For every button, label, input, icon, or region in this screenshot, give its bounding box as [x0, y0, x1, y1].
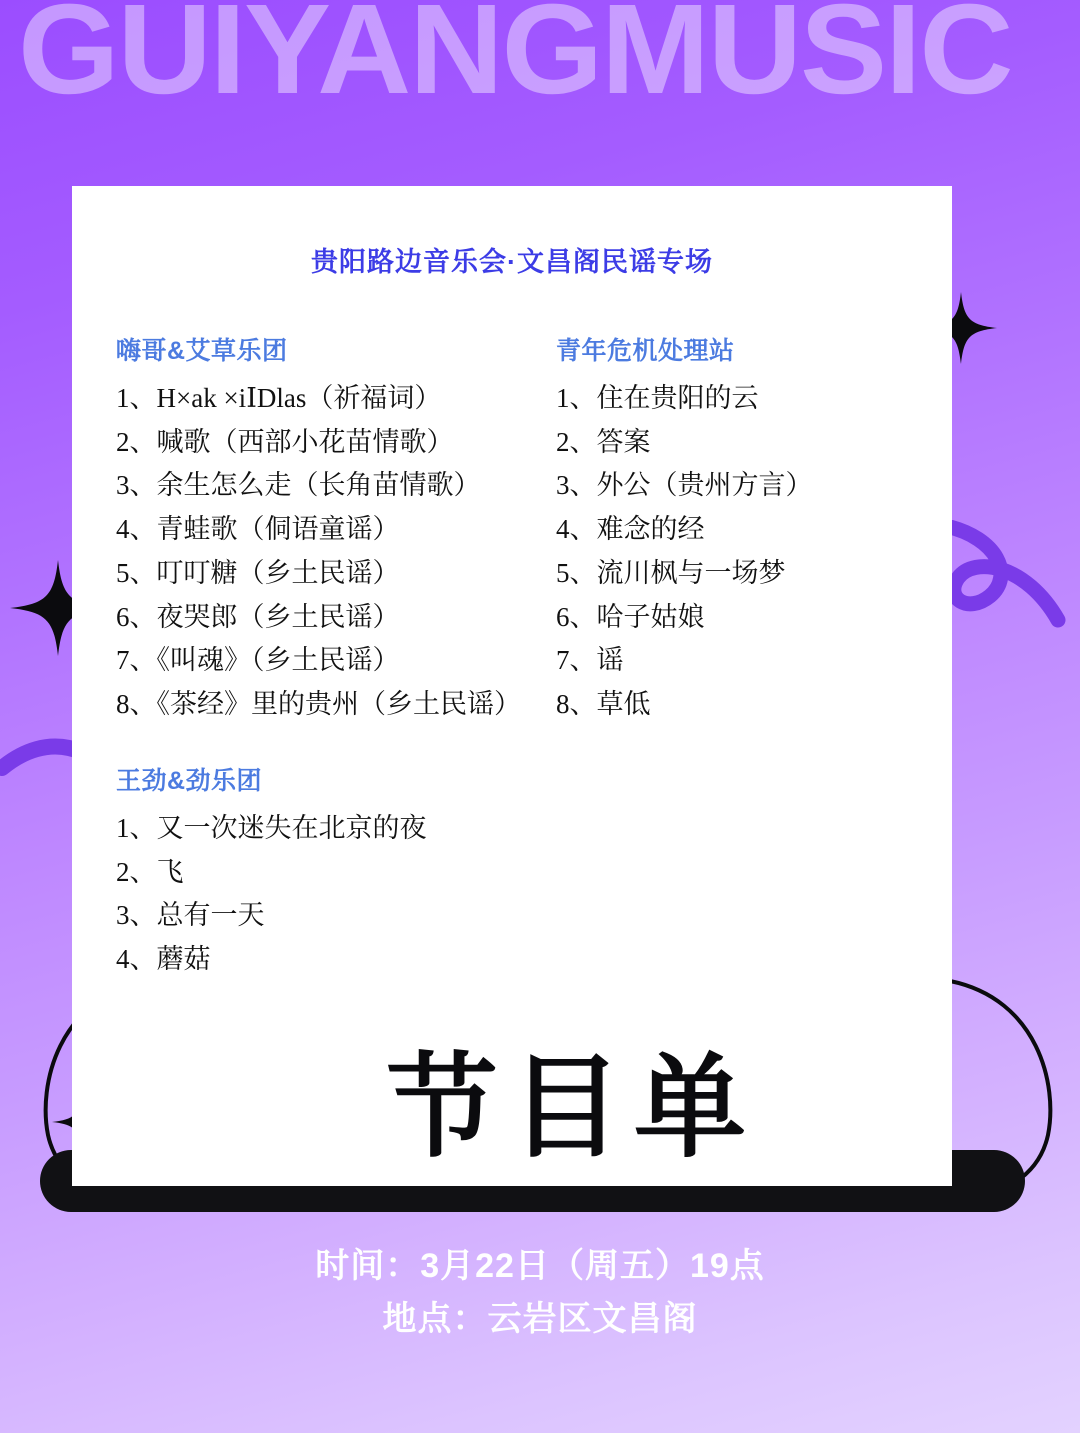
event-place: 地点：云岩区文昌阁 — [382, 1299, 698, 1338]
list-item: 1、又一次迷失在北京的夜 — [116, 812, 427, 843]
page-title: 贵阳路边音乐会·文昌阁民谣专场 — [311, 247, 713, 277]
list-item: 1、住在贵阳的云 — [556, 383, 759, 413]
background-wordmark: GUIYANGMUSIC — [18, 0, 1012, 121]
band-column-right — [542, 331, 952, 727]
list-item: 2、喊歌（西部小花苗情歌） — [116, 426, 454, 457]
song-list-band-3 — [116, 807, 952, 982]
list-item: 7、谣 — [556, 645, 624, 676]
list-item: 3、外公（贵州方言） — [556, 470, 813, 501]
band-columns — [72, 279, 952, 727]
headline-program: 节目单 — [386, 1045, 758, 1170]
song-list-band-1 — [116, 377, 542, 727]
list-item: 8、《茶经》里的贵州（乡土民谣） — [116, 689, 521, 720]
band-section-3 — [72, 761, 952, 982]
list-item: 2、答案 — [556, 426, 651, 457]
list-item: 4、难念的经 — [556, 514, 705, 545]
band-name-2: 青年危机处理站 — [556, 337, 735, 365]
list-item: 8、草低 — [556, 689, 651, 720]
list-item: 1、H×ak ×iⅠDlas（祈福词） — [116, 383, 442, 413]
band-column-left — [72, 331, 542, 727]
band-name-1: 嗨哥&艾草乐团 — [116, 337, 288, 365]
list-item: 3、余生怎么走（长角苗情歌） — [116, 470, 481, 501]
band-name-3: 王劲&劲乐团 — [116, 766, 263, 795]
song-list-band-2 — [556, 377, 952, 727]
list-item: 7、《叫魂》（乡土民谣） — [116, 645, 400, 676]
list-item: 5、流川枫与一场梦 — [556, 557, 786, 588]
list-item: 6、哈子姑娘 — [556, 601, 705, 632]
list-item: 3、总有一天 — [116, 900, 265, 931]
footer-info — [0, 1240, 1080, 1345]
event-time: 时间：3月22日（周五）19点 — [315, 1247, 765, 1285]
list-item: 2、飞 — [116, 856, 184, 887]
program-card — [72, 186, 952, 1186]
list-item: 4、蘑菇 — [116, 944, 211, 975]
list-item: 6、夜哭郎（乡土民谣） — [116, 601, 400, 632]
list-item: 4、青蛙歌（侗语童谣） — [116, 514, 400, 545]
list-item: 5、叮叮糖（乡土民谣） — [116, 557, 400, 588]
